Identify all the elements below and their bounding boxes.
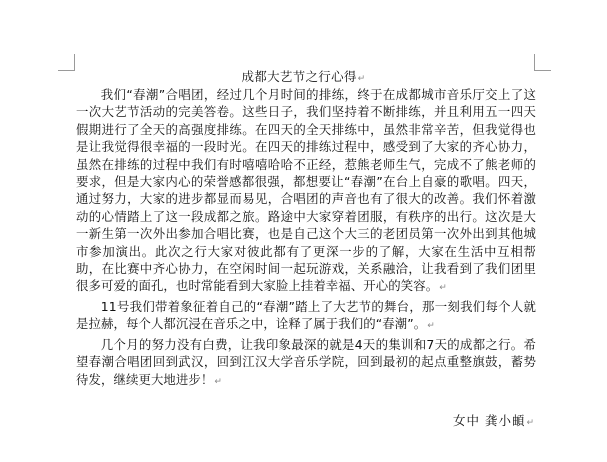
paragraph-3: 几个月的努力没有白费，让我印象最深的就是4天的集训和7天的成都之行。希望春潮合唱团回到武汉，回到江汉大学音乐学院，回到最初的起点重整旗鼓，蓄势待发，继续更大地进步！↵	[76, 336, 536, 387]
paragraph-mark-icon: ↵	[439, 283, 447, 294]
paragraph-mark-icon: ↵	[357, 74, 366, 84]
paragraph-mark-icon: ↵	[526, 418, 535, 428]
document-title: 成都大艺节之行心得↵	[241, 69, 366, 84]
paragraph-1: 我们“春潮”合唱团，经过几个月时间的排练，终于在成都城市音乐厅交上了这一次大艺节活动的完美答卷。这些日子，我们坚持着不断排练，并且利用五一四天假期进行了全天的高强度排练。在四天的全天排练中，虽然非常辛苦，但我觉得也是让我觉得很幸福的一段时光。在四天的排练过程中，感受到了大家的齐心协力，虽然在排练的过程中我们有时嘻嘻哈哈不正经，惹熊老师生气，完成不了熊老师的要求，但是大家内心的荣誉感都很强，都想要让“春潮”在台上自豪的歌唱。四天，通过努力，大家的进步都显而易见，合唱团的声音也有了很大的改善。我们怀着激动的心情踏上了这一段成都之旅。路途中大家穿着团服，有秩序的出行。这次是大一新生第一次外出参加合唱比赛，也是自己这个大三的老团员第一次外出到其他城市参加演出。此次之行大家对彼此都有了更深一步的了解，大家在生活中互相帮助，在比赛中齐心协力，在空闲时间一起玩游戏，关系融洽，让我看到了我们团里很多可爱的面孔，也时常能看到大家脸上挂着幸福、开心的笑容。↵	[76, 87, 536, 294]
paragraph-mark-icon: ↵	[427, 321, 435, 332]
document-body	[76, 86, 536, 391]
paragraph-2: 11号我们带着象征着自己的“春潮”踏上了大艺节的舞台，那一刻我们每个人就是拉赫，每个人都沉浸在音乐之中，诠释了属于我们的“春潮”。↵	[76, 298, 536, 332]
paragraph-mark-icon: ↵	[214, 376, 223, 387]
signature: 女中 龚小頔↵	[452, 413, 535, 428]
